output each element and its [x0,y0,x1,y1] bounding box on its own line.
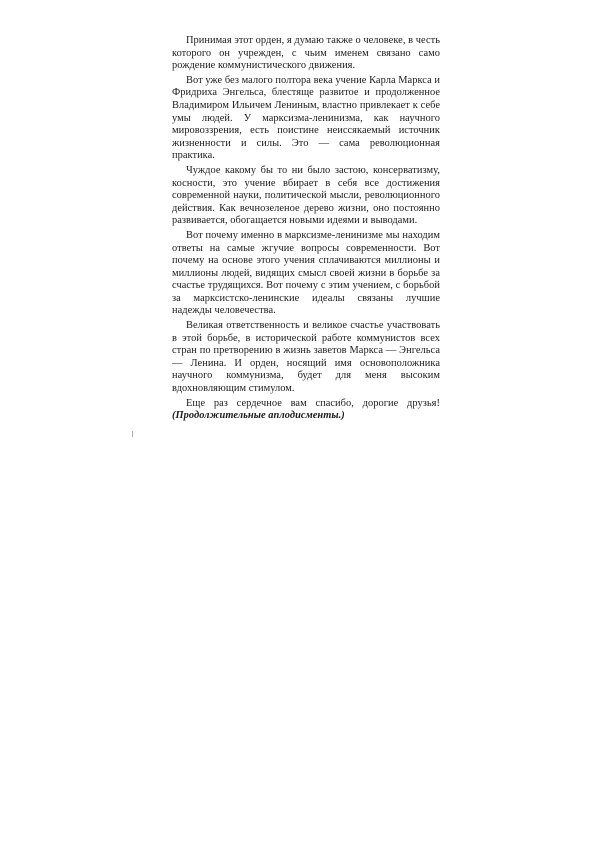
paragraph-4-text: Вот почему именно в марксизме-ленинизме мы находим ответы на самые жгучие вопросы современности. Вот почему на основе этого учения сплачиваются миллионы и миллионы людей, видящих смысл своей жизни в борьбе за счастье трудящихся. Вот почему с этим учением, с борьбой за марксистско-ленинские идеалы связаны лучшие надежды человечества. [172,229,440,317]
paragraph-6 [172,398,440,423]
paragraph-1 [172,35,440,73]
scan-speck [132,431,133,437]
speech-text-block [172,35,440,425]
paragraph-4 [172,230,440,318]
applause-note: (Продолжительные аплодисменты.) [172,410,345,422]
paragraph-5-text: Великая ответственность и великое счастье участвовать в этой борьбе, в исторической работе коммунистов всех стран по претворению в жизнь заветов Маркса — Энгельса — Ленина. И орден, носящий имя основоположника научного коммунизма, будет для меня высоким вдохновляющим стимулом. [172,320,440,395]
paragraph-2 [172,75,440,163]
paragraph-2-text: Вот уже без малого полтора века учение Карла Маркса и Фридриха Энгельса, блестяще развитое и продолженное Владимиром Ильичем Лениным, властно привлекает к себе умы людей. У марксизма-ленинизма, как научного мировоззрения, есть поистине неиссякаемый источник жизненности и силы. Это — сама революционная практика. [172,74,440,162]
paragraph-5 [172,320,440,396]
paragraph-3 [172,165,440,228]
paragraph-3-text: Чуждое какому бы то ни было застою, консерватизму, косности, это учение вбирает в себя все достижения современной науки, политической мысли, революционного действия. Как вечнозеленое дерево жизни, оно постоянно развивается, обогащается новыми идеями и выводами. [172,164,440,227]
paragraph-6-text: Еще раз сердечное вам спасибо, дорогие друзья! [186,397,440,409]
paragraph-1-text: Принимая этот орден, я думаю также о человеке, в честь которого он учрежден, с чьим именем связано само рождение коммунистического движения. [172,35,440,72]
